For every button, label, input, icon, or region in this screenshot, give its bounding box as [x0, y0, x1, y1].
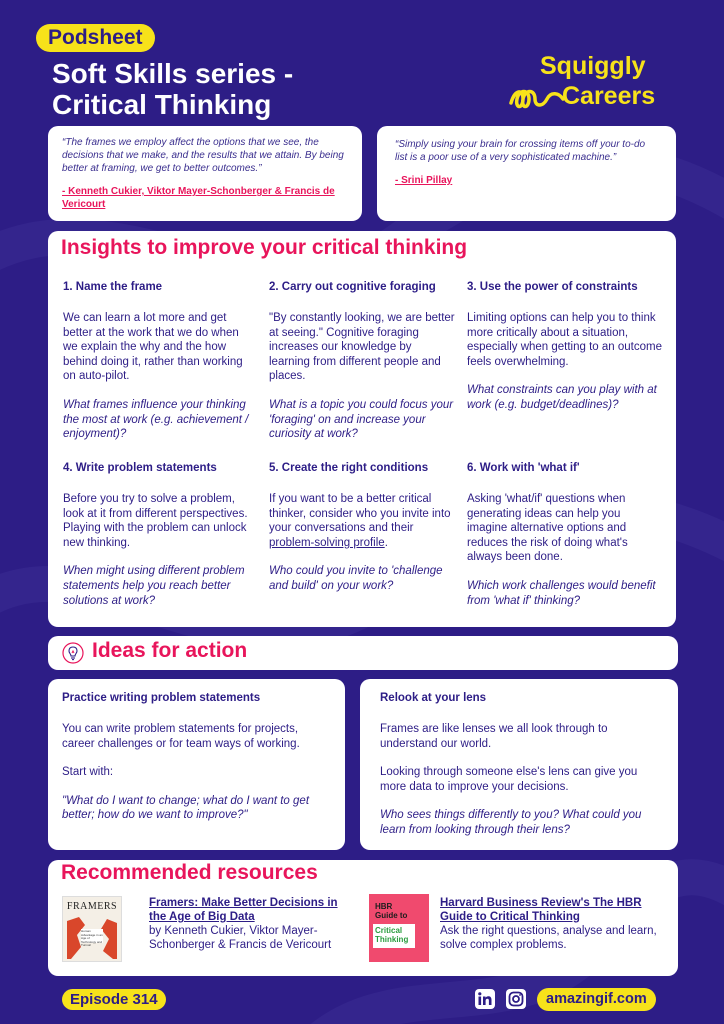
insight-question: When might using different problem statements help you reach better solutions at work? — [63, 565, 245, 607]
podsheet-badge: Podsheet — [36, 24, 155, 52]
insight-heading: 5. Create the right conditions — [269, 462, 429, 474]
insights-section — [48, 231, 676, 627]
quote-card-pillay — [377, 126, 676, 221]
action-heading: Practice writing problem statements — [62, 692, 261, 704]
quote-author[interactable]: - Srini Pillay — [395, 175, 453, 186]
insight-question: What frames influence your thinking the most at work (e.g. achievement / enjoyment)? — [63, 398, 249, 441]
insight-heading: 2. Carry out cognitive foraging — [269, 281, 436, 293]
page-title: Soft Skills series - Critical Thinking — [52, 58, 294, 120]
insight-body: We can learn a lot more and get better at the work that we do when we explain the why and the how behind doing it, rather than working on auto-pilot. — [63, 312, 243, 383]
framers-book-cover[interactable]: FRAMERS Human Advantage in an Age of Technology and Turmoil — [62, 896, 122, 962]
insight-body: Asking 'what/if' questions when generating ideas can help you imagine alternative options and reduces the risk of doing what's always been done. — [467, 493, 628, 564]
action-card — [360, 679, 678, 850]
quote-card-framers — [48, 126, 362, 221]
linkedin-icon[interactable] — [475, 989, 495, 1009]
insight-heading: 1. Name the frame — [63, 281, 163, 293]
insight-heading: 4. Write problem statements — [63, 462, 217, 474]
ideas-title: Ideas for action — [92, 639, 248, 662]
insight-item — [63, 280, 249, 442]
lightbulb-icon — [62, 642, 84, 664]
logo-text-squiggly: Squiggly — [540, 52, 646, 80]
resources-section — [48, 860, 678, 976]
insight-body: Before you try to solve a problem, look at it from different perspectives. Playing with the problem can unlock new thinking. — [63, 493, 248, 549]
hbr-book-cover[interactable]: HBR Guide to Critical Thinking — [369, 894, 429, 962]
insight-question: What is a topic you could focus your 'foraging' on and increase your curiosity at work? — [269, 398, 454, 441]
insight-heading: 6. Work with 'what if' — [467, 462, 580, 474]
instagram-icon[interactable] — [506, 989, 526, 1009]
action-text: Looking through someone else's lens can give you more data to improve your decisions. — [380, 766, 638, 793]
insights-title: Insights to improve your critical thinking — [61, 236, 468, 259]
insight-question: Which work challenges would benefit from 'what if' thinking? — [467, 579, 656, 607]
episode-badge: Episode 314 — [62, 989, 166, 1010]
insight-body: If you want to be a better critical thinker, consider who you invite into your conversations and their problem-solving profile. — [269, 493, 451, 549]
insight-item — [467, 461, 663, 608]
action-heading: Relook at your lens — [380, 692, 487, 704]
insight-question: Who could you invite to 'challenge and build' on your work? — [269, 565, 443, 592]
problem-solving-profile-link[interactable]: problem-solving profile — [269, 536, 385, 549]
ideas-header — [48, 636, 678, 670]
resources-title: Recommended resources — [61, 861, 318, 884]
hbr-book-link[interactable]: Harvard Business Review's The HBR Guide to Critical Thinking — [440, 897, 642, 923]
squiggle-icon — [507, 85, 567, 113]
logo-text-careers: Careers — [562, 82, 656, 110]
quote-text: “The frames we employ affect the options that we see, the decisions that we make, and the results that we attain. By being better at framing, we get to better outcomes.” — [62, 137, 344, 174]
action-text: Start with: — [62, 766, 114, 779]
action-question: Who sees things differently to you? What could you learn from looking through their lens? — [380, 809, 642, 836]
insight-heading: 3. Use the power of constraints — [467, 281, 638, 293]
quote-author[interactable]: - Kenneth Cukier, Viktor Mayer-Schonberger & Francis de Vericourt — [62, 186, 335, 210]
action-card — [48, 679, 345, 850]
insight-body: "By constantly looking, we are better at seeing." Cognitive foraging increases our knowledge by learning from different people and places. — [269, 312, 455, 383]
framers-book-authors: by Kenneth Cukier, Viktor Mayer-Schonberger & Francis de Vericourt — [149, 925, 332, 951]
insight-item — [467, 280, 663, 413]
insight-question: What constraints can you play with at work (e.g. budget/deadlines)? — [467, 384, 657, 411]
insight-item — [63, 461, 249, 608]
insight-item — [269, 280, 455, 442]
hbr-book-description: Ask the right questions, analyse and learn, solve complex problems. — [440, 925, 657, 951]
action-question: "What do I want to change; what do I want to get better; how do we want to improve?" — [62, 794, 310, 822]
action-text: Frames are like lenses we all look through to understand our world. — [380, 723, 608, 750]
action-text: You can write problem statements for projects, career challenges or for team ways of working. — [62, 723, 300, 750]
squiggly-careers-logo[interactable] — [507, 52, 687, 116]
insight-body: Limiting options can help you to think more critically about a situation, especially when getting to an outcome feels overwhelming. — [467, 312, 662, 368]
framers-book-link[interactable]: Framers: Make Better Decisions in the Age of Big Data — [149, 897, 338, 923]
website-link[interactable]: amazingif.com — [537, 988, 656, 1011]
insight-item — [269, 461, 455, 594]
quote-text: “Simply using your brain for crossing items off your to-do list is a poor use of a very sophisticated machine.” — [395, 139, 646, 163]
